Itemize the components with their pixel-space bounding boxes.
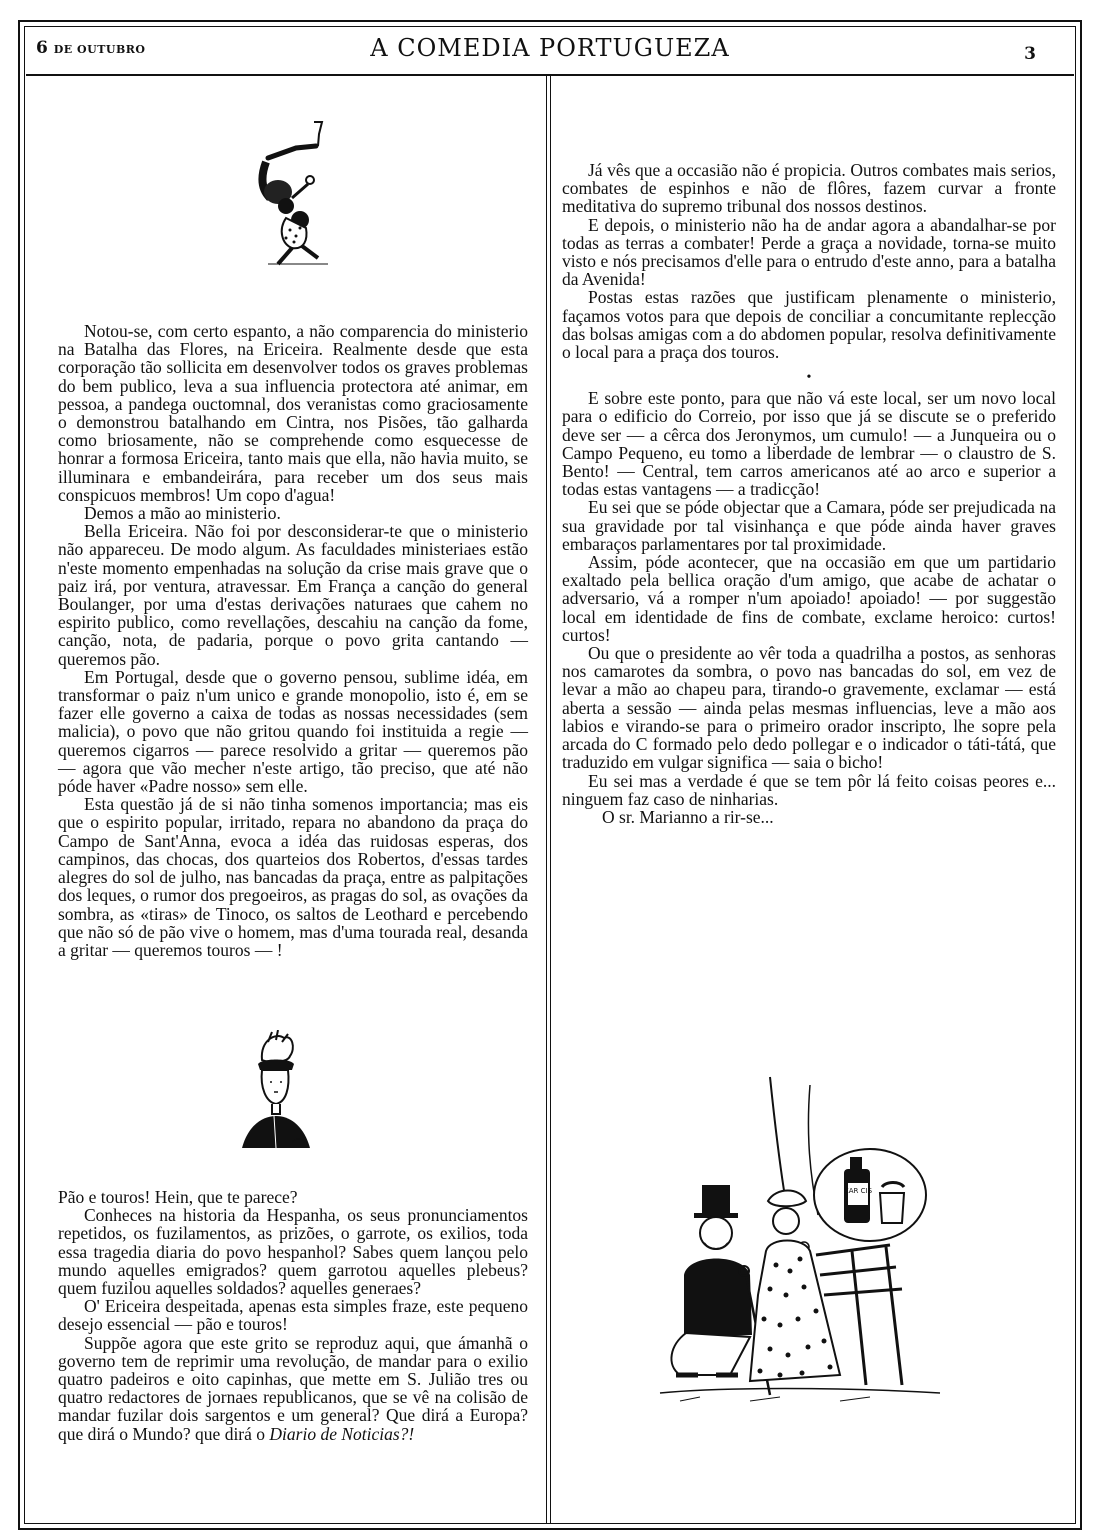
newspaper-name: Diario de Noticias?! [269, 1423, 415, 1444]
section-separator: • [806, 370, 812, 386]
paragraph: E depois, o ministerio não ha de andar agora a abandalhar-se por todas as terras a combater! Perde a graça a novidade, torna-se muito visto e nós precisamos d'elle para o entrudo d'este anno, para a batalha da Avenida! [562, 214, 1056, 290]
page-number: 3 [1024, 44, 1036, 64]
column-divider-second [550, 76, 551, 1524]
paragraph: E sobre este ponto, para que não vá este local, ser um novo local para o edificio do Correio, por isso que já se discute se o preferido deve ser — a cêrca dos Jeronymos, um cumulo! — a Junqueira ou o Campo Pequeno, eu tomo a liberdade de lembrar — o claustro de S. Bento! — Central, tem carros americanos até ao arco e superior a todas estas vantagens — a tradicção! [562, 388, 1056, 500]
date-month: DE OUTUBRO [53, 43, 146, 56]
paragraph: Postas estas razões que justificam plenamente o ministerio, façamos votos para que depois de conciliar a concumitante replecção das bolsas amigas com a do abdomen popular, resolva definitivamente o local para a praça dos touros. [562, 287, 1056, 363]
paragraph: Eu sei que se póde objectar que a Camara, póde ser prejudicada na sua gravidade por tal visinhança e que póde ainda haver graves embaraços parlamentares por tal proximidade. [562, 497, 1056, 554]
left-column-bottom-article [58, 1188, 528, 1443]
paragraph: O sr. Marianno a rir-se... [602, 806, 774, 827]
paragraph: O' Ericeira despeitada, apenas esta simples fraze, este pequeno desejo essencial — pão e touros! [58, 1296, 528, 1335]
paragraph: Eu sei mas a verdade é que se tem pôr lá feito coisas peores e... ninguem faz caso de ninharias. [562, 770, 1056, 809]
paragraph [58, 1334, 528, 1443]
paragraph: Pão e touros! Hein, que te parece? [58, 1187, 298, 1207]
paragraph: Esta questão já de si não tinha somenos importancia; mas eis que o espirito popular, irritado, repara no abandono da praça do Campo de Sant'Anna, evoca a idéa das ruidosas esperas, dos campinos, das chocas, dos quarteios dos Robertos, d'essas tardes alegres do sol de julho, nas bancadas da praça, entre as palpitações dos leques, o rumor dos pregoeiros, as pragas do sol, as ovações da sombra, as «tiras» de Tinoco, os saltos de Leothard e percebendo que não só de pão vive o homem, mas d'uma tourada real, desanda a gritar — queremos touros — ! [58, 794, 528, 960]
paragraph-text: Suppõe agora que este grito se reproduz aqui, que ámanhã o governo tem de reprimir uma revolução, de mandar para o exilio quatro padeiros e oito capinhas, que mette em S. Julião tres ou quatro redactores de jornaes republicanos, que se vê na colisão de mandar fuzilar dois sargentos e um general? Que dirá a Europa? que dirá o Mundo? que dirá o [58, 1332, 528, 1444]
paragraph: Bella Ericeira. Não foi por desconsiderar-te que o ministerio não appareceu. De modo algum. As faculdades ministeriaes estão n'este momento empenhadas na solução da crise mais grave que o paiz irá, por ventura, atravessar. Em França a canção do general Boulanger, por uma d'estas derivações naturaes que cahem no espirito publico, como revellações, descahiu na canção da fome, canção, nota, de padaria, porque o povo grita cantando — queremos pão. [58, 521, 528, 669]
right-column-article [562, 161, 1056, 826]
paragraph: Assim, póde acontecer, que na occasião em que um partidario exaltado pela bellica oração d'um amigo, que acabe de achatar o adversario, vá a romper n'um apoiado! apoiado! — por suggestão local em identidade de fins de combate, exclame heroico: curtos! curtos! [562, 552, 1056, 645]
paragraph: Notou-se, com certo espanto, a não comparencia do ministerio na Batalha das Flores, na Ericeira. Realmente desde que esta corporação tão sollicita em desenvolver todos os graves problemas do bem publico, leva a sua influencia protectora até animar, em pessoa, a pandega ouctomnal, dos veranistas como graciosamente o demonstrou batalhando em Cintra, nos Pisões, tão galharda como briosamente, não se comprehende como esquecesse de honrar a formosa Ericeira, tanto mais que ella, não havia muito, se illuminara e embandeirára, para receber um dos seus mais conspicuos membros! Um copo d'agua! [58, 321, 528, 505]
paragraph: Já vês que a occasião não é propicia. Outros combates mais serios, combates de espinhos e não de flôres, fazem curvar a fronte meditativa do supremo tribunal dos nossos destinos. [562, 160, 1056, 217]
column-divider [546, 76, 547, 1524]
paragraph: Em Portugal, desde que o governo pensou, sublime idéa, em transformar o paiz n'um unico e grande monopolio, isto é, em se fazer elle governo a caixa de todas as nossas necessidades (sem malicia), o povo que não gritou quando foi instituida a regie — queremos cigarros — parece resolvido a gritar — queremos pão — agora que vão mecher n'este artigo, tão preciso, que até não póde haver «Padre nosso» sem elle. [58, 666, 528, 797]
date-day: 6 [36, 38, 48, 58]
woman-with-hat-illustration [232, 1030, 318, 1164]
paragraph: Conheces na historia da Hespanha, os seus pronunciamentos repetidos, os fuzilamentos, as prizões, o garrote, os exilios, toda essa tragedia diaria do povo hespanhol? Sabes quem lançou pelo mundo aquelles emigrados? quem garrotou aquelles plebeus? quem fuzilou aquelles soldados? aquelles generaes? [58, 1205, 528, 1299]
paragraph: Ou que o presidente ao vêr toda a quadrilha a postos, as senhoras nos camarotes da sombra, o povo nas bancadas do sol, em vez de levar a mão ao chapeu para, tirando-o gravemente, exclamar — está aberta a sessão — ainda pelas mesmas influencias, leve a mão aos labios e virando-se para o primeiro orador inscripto, lhe sopre pela arcada do C formado pelo dedo pollegar e o indicador o táti-tátá, que traduzido em vulgar significa — saia o bicho! [562, 643, 1056, 773]
paragraph: Demos a mão ao ministerio. [84, 503, 281, 524]
masthead [26, 28, 1074, 74]
left-column-top-article [58, 322, 528, 959]
couple-on-bench-illustration [640, 1075, 970, 1415]
newspaper-title: A COMEDIA PORTUGUEZA [370, 34, 730, 62]
acrobat-figures-illustration [238, 118, 348, 273]
bottle-label-text: XAR CIS [843, 1187, 873, 1195]
